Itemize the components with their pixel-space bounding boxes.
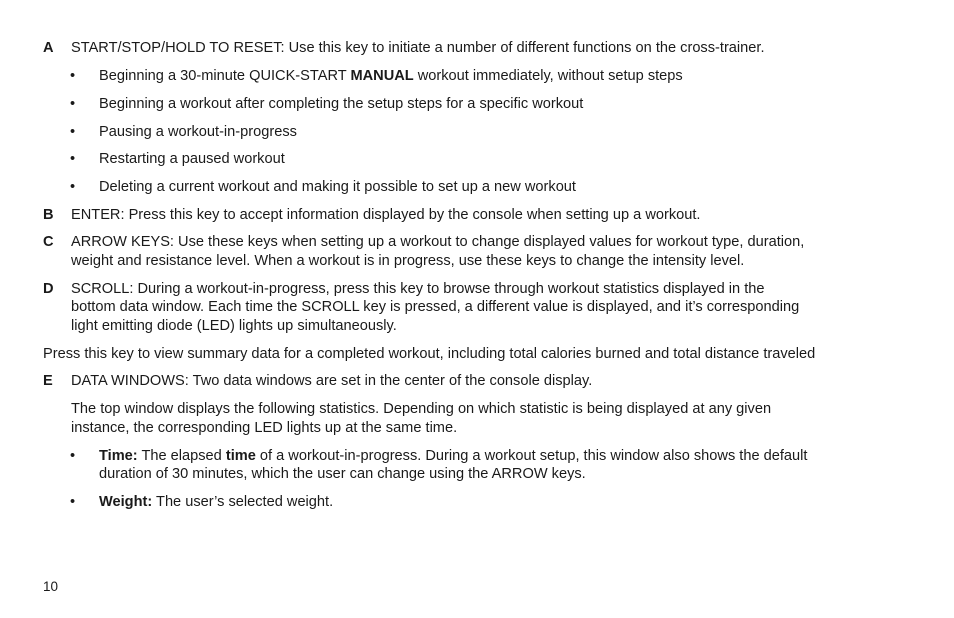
item-c-line-2: weight and resistance level. When a workout is in progress, use these keys to change the intensity level. [71, 253, 745, 269]
bullet-icon: • [70, 96, 76, 112]
bullet-a-5: Deleting a current workout and making it possible to set up a new workout [99, 179, 576, 195]
item-b-text: ENTER: Press this key to accept information displayed by the console when setting up a workout. [71, 207, 701, 223]
bullet-icon: • [70, 68, 76, 84]
item-letter-b: B [43, 207, 54, 223]
bullet-a-4: Restarting a paused workout [99, 151, 285, 167]
bullet-icon: • [70, 494, 76, 510]
summary-paragraph: Press this key to view summary data for a completed workout, including total calories burned and total distance traveled [43, 346, 816, 362]
item-d-line-1: SCROLL: During a workout-in-progress, press this key to browse through workout statistics displayed in the [71, 281, 765, 297]
item-letter-a: A [43, 40, 54, 56]
bullet-icon: • [70, 124, 76, 140]
item-e-para-line-2: instance, the corresponding LED lights up at the same time. [71, 420, 458, 436]
item-letter-d: D [43, 281, 54, 297]
item-d-line-2: bottom data window. Each time the SCROLL key is pressed, a different value is displayed, and it’s corresponding [71, 299, 800, 315]
item-a-text: START/STOP/HOLD TO RESET: Use this key to initiate a number of different functions on the cross-trainer. [71, 40, 765, 56]
bullet-e-1-line-1: Time: The elapsed time of a workout-in-progress. During a workout setup, this window also shows the default [99, 448, 808, 464]
item-d-line-3: light emitting diode (LED) lights up simultaneously. [71, 318, 397, 334]
bullet-e-1-line-2: duration of 30 minutes, which the user can change using the ARROW keys. [99, 466, 586, 482]
item-c-line-1: ARROW KEYS: Use these keys when setting up a workout to change displayed values for workout type, duration, [71, 234, 805, 250]
bullet-a-1: Beginning a 30-minute QUICK-START MANUAL workout immediately, without setup steps [99, 68, 683, 84]
item-letter-c: C [43, 234, 54, 250]
item-e-text: DATA WINDOWS: Two data windows are set in the center of the console display. [71, 373, 593, 389]
bullet-icon: • [70, 448, 76, 464]
bullet-icon: • [70, 179, 76, 195]
item-e-para-line-1: The top window displays the following statistics. Depending on which statistic is being displayed at any given [71, 401, 772, 417]
bullet-a-3: Pausing a workout-in-progress [99, 124, 297, 140]
page-number: 10 [43, 579, 59, 594]
bullet-icon: • [70, 151, 76, 167]
bullet-e-2: Weight: The user’s selected weight. [99, 494, 334, 510]
item-letter-e: E [43, 373, 53, 389]
bullet-a-2: Beginning a workout after completing the setup steps for a specific workout [99, 96, 584, 112]
